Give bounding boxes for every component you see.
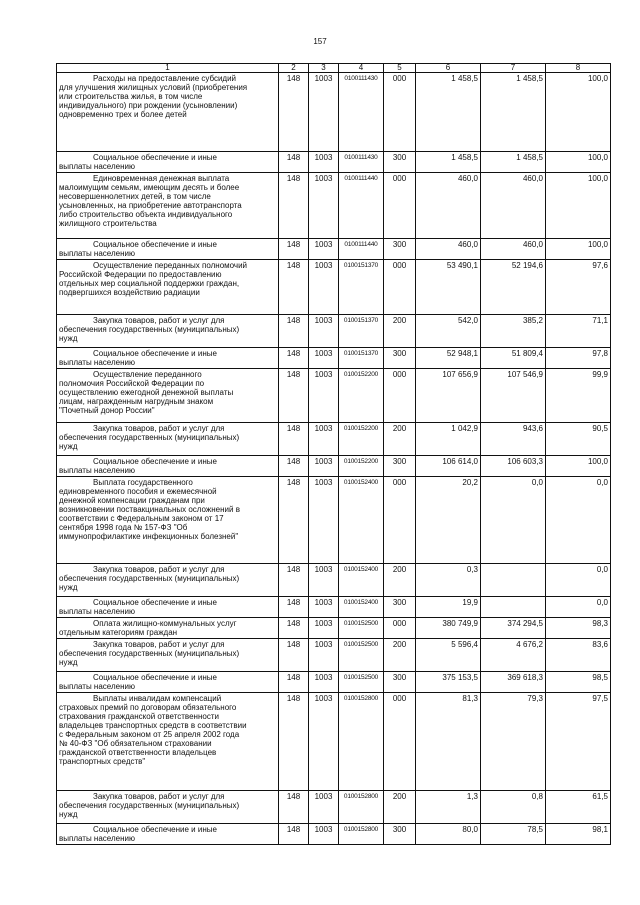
- actual-amount-cell: 460,0: [481, 239, 546, 260]
- description-line: Социальное обеспечение и иные: [93, 457, 217, 466]
- planned-amount-cell: 542,0: [416, 315, 481, 348]
- description-line: транспортных средств": [59, 757, 146, 766]
- actual-amount-cell: 943,6: [481, 423, 546, 456]
- table-row: [57, 639, 611, 672]
- description-line: малоимущим семьям, имеющим десять и более: [59, 183, 240, 192]
- description-line: выплаты населению: [59, 834, 135, 843]
- description-line: жилищного строительства: [59, 219, 157, 228]
- planned-amount-cell: 1 042,9: [416, 423, 481, 456]
- target-article-cell: 0100152500: [339, 672, 384, 693]
- column-header: 3: [309, 64, 339, 73]
- section-code-cell: 1003: [309, 239, 339, 260]
- percent-cell: 100,0: [546, 73, 611, 152]
- section-code-cell: 1003: [309, 348, 339, 369]
- expense-type-cell: 200: [384, 564, 416, 597]
- percent-cell: 100,0: [546, 152, 611, 173]
- section-code-cell: 1003: [309, 73, 339, 152]
- table-row: [57, 239, 611, 260]
- actual-amount-cell: 52 194,6: [481, 260, 546, 315]
- actual-amount-cell: [481, 597, 546, 618]
- description-line: Социальное обеспечение и иные: [93, 673, 217, 682]
- table-row: [57, 597, 611, 618]
- description-line: Оплата жилищно-коммунальных услуг: [93, 619, 237, 628]
- percent-cell: 98,3: [546, 618, 611, 639]
- description-line: Единовременная денежная выплата: [93, 174, 230, 183]
- row-description: [57, 791, 279, 824]
- actual-amount-cell: 51 809,4: [481, 348, 546, 369]
- row-description: [57, 348, 279, 369]
- expense-type-cell: 200: [384, 791, 416, 824]
- percent-cell: 100,0: [546, 456, 611, 477]
- table-row: [57, 477, 611, 564]
- target-article-cell: 0100151370: [339, 315, 384, 348]
- description-line: обеспечения государственных (муниципальных): [59, 801, 240, 810]
- description-line: отдельным категориям граждан: [59, 628, 178, 637]
- actual-amount-cell: 106 603,3: [481, 456, 546, 477]
- admin-code-cell: 148: [279, 824, 309, 845]
- admin-code-cell: 148: [279, 423, 309, 456]
- description-line: выплаты населению: [59, 607, 135, 616]
- expense-type-cell: 300: [384, 597, 416, 618]
- percent-cell: 98,1: [546, 824, 611, 845]
- planned-amount-cell: 107 656,9: [416, 369, 481, 423]
- row-description: [57, 315, 279, 348]
- description-line: или строительства жилья, в том числе: [59, 92, 203, 101]
- table-body: [57, 73, 611, 845]
- admin-code-cell: 148: [279, 618, 309, 639]
- description-line: выплаты населению: [59, 682, 135, 691]
- actual-amount-cell: 78,5: [481, 824, 546, 845]
- description-line: полномочия Российской Федерации по: [59, 379, 205, 388]
- row-description: [57, 369, 279, 423]
- description-line: № 40-ФЗ "Об обязательном страховании: [59, 739, 212, 748]
- percent-cell: 98,5: [546, 672, 611, 693]
- page-number: 157: [313, 37, 327, 46]
- target-article-cell: 0100152800: [339, 693, 384, 791]
- target-article-cell: 0100152500: [339, 639, 384, 672]
- target-article-cell: 0100152800: [339, 824, 384, 845]
- actual-amount-cell: 107 546,9: [481, 369, 546, 423]
- table-row: [57, 73, 611, 152]
- section-code-cell: 1003: [309, 672, 339, 693]
- target-article-cell: 0100151370: [339, 348, 384, 369]
- description-line: выплаты населению: [59, 358, 135, 367]
- row-description: [57, 693, 279, 791]
- target-article-cell: 0100152400: [339, 564, 384, 597]
- row-description: [57, 73, 279, 152]
- description-line: Социальное обеспечение и иные: [93, 349, 217, 358]
- expense-type-cell: 000: [384, 73, 416, 152]
- planned-amount-cell: 1 458,5: [416, 152, 481, 173]
- actual-amount-cell: 1 458,5: [481, 73, 546, 152]
- percent-cell: 99,9: [546, 369, 611, 423]
- description-line: владельцев транспортных средств в соответствии: [59, 721, 247, 730]
- planned-amount-cell: 52 948,1: [416, 348, 481, 369]
- planned-amount-cell: 81,3: [416, 693, 481, 791]
- description-line: с Федеральным законом от 25 апреля 2002 года: [59, 730, 240, 739]
- planned-amount-cell: 19,9: [416, 597, 481, 618]
- section-code-cell: 1003: [309, 693, 339, 791]
- section-code-cell: 1003: [309, 824, 339, 845]
- admin-code-cell: 148: [279, 260, 309, 315]
- admin-code-cell: 148: [279, 639, 309, 672]
- actual-amount-cell: 460,0: [481, 173, 546, 239]
- description-line: Закупка товаров, работ и услуг для: [93, 424, 225, 433]
- row-description: [57, 239, 279, 260]
- row-description: [57, 672, 279, 693]
- section-code-cell: 1003: [309, 456, 339, 477]
- planned-amount-cell: 1,3: [416, 791, 481, 824]
- row-description: [57, 423, 279, 456]
- percent-cell: 0,0: [546, 477, 611, 564]
- table-row: [57, 260, 611, 315]
- admin-code-cell: 148: [279, 456, 309, 477]
- admin-code-cell: 148: [279, 477, 309, 564]
- percent-cell: 100,0: [546, 173, 611, 239]
- actual-amount-cell: 0,0: [481, 477, 546, 564]
- description-line: нужд: [59, 658, 78, 667]
- description-line: индивидуального) при рождении (усыновлении): [59, 101, 238, 110]
- table-row: [57, 369, 611, 423]
- row-description: [57, 618, 279, 639]
- admin-code-cell: 148: [279, 791, 309, 824]
- target-article-cell: 0100111440: [339, 173, 384, 239]
- actual-amount-cell: 79,3: [481, 693, 546, 791]
- description-line: обеспечения государственных (муниципальных): [59, 649, 240, 658]
- section-code-cell: 1003: [309, 423, 339, 456]
- actual-amount-cell: 374 294,5: [481, 618, 546, 639]
- column-header: 8: [546, 64, 611, 73]
- actual-amount-cell: 369 618,3: [481, 672, 546, 693]
- description-line: обеспечения государственных (муниципальных): [59, 574, 240, 583]
- percent-cell: 97,6: [546, 260, 611, 315]
- expense-type-cell: 200: [384, 423, 416, 456]
- percent-cell: 90,5: [546, 423, 611, 456]
- section-code-cell: 1003: [309, 639, 339, 672]
- description-line: несовершеннолетних детей, в том числе: [59, 192, 211, 201]
- description-line: возникновении поствакцинальных осложнений в: [59, 505, 240, 514]
- expense-type-cell: 000: [384, 618, 416, 639]
- description-line: единовременного пособия и ежемесячной: [59, 487, 217, 496]
- description-line: либо строительство объекта индивидуального: [59, 210, 233, 219]
- admin-code-cell: 148: [279, 239, 309, 260]
- description-line: Расходы на предоставление субсидий: [93, 74, 237, 83]
- description-line: выплаты населению: [59, 249, 135, 258]
- column-header: 6: [416, 64, 481, 73]
- column-header: 7: [481, 64, 546, 73]
- row-description: [57, 477, 279, 564]
- table-row: [57, 315, 611, 348]
- description-line: Выплата государственного: [93, 478, 193, 487]
- actual-amount-cell: 4 676,2: [481, 639, 546, 672]
- section-code-cell: 1003: [309, 597, 339, 618]
- table-row: [57, 791, 611, 824]
- description-line: одновременно трех и более детей: [59, 110, 187, 119]
- expense-type-cell: 300: [384, 348, 416, 369]
- description-line: денежной компенсации гражданам при: [59, 496, 205, 505]
- description-line: Социальное обеспечение и иные: [93, 153, 217, 162]
- table-row: [57, 824, 611, 845]
- percent-cell: 97,5: [546, 693, 611, 791]
- description-line: осуществлению ежегодной денежной выплаты: [59, 388, 234, 397]
- description-line: нужд: [59, 583, 78, 592]
- target-article-cell: 0100152500: [339, 618, 384, 639]
- target-article-cell: 0100151370: [339, 260, 384, 315]
- section-code-cell: 1003: [309, 477, 339, 564]
- row-description: [57, 824, 279, 845]
- expense-type-cell: 300: [384, 824, 416, 845]
- target-article-cell: 0100111430: [339, 152, 384, 173]
- description-line: выплаты населению: [59, 162, 135, 171]
- target-article-cell: 0100152800: [339, 791, 384, 824]
- description-line: иммунопрофилактике инфекционных болезней": [59, 532, 239, 541]
- planned-amount-cell: 5 596,4: [416, 639, 481, 672]
- description-line: Закупка товаров, работ и услуг для: [93, 316, 225, 325]
- expense-type-cell: 300: [384, 672, 416, 693]
- budget-table: [56, 63, 611, 845]
- description-line: соответствии с Федеральным законом от 17: [59, 514, 224, 523]
- section-code-cell: 1003: [309, 260, 339, 315]
- description-line: Российской Федерации по предоставлению: [59, 270, 222, 279]
- column-header: 2: [279, 64, 309, 73]
- planned-amount-cell: 1 458,5: [416, 73, 481, 152]
- percent-cell: 61,5: [546, 791, 611, 824]
- description-line: Осуществление переданных полномочий: [93, 261, 248, 270]
- planned-amount-cell: 20,2: [416, 477, 481, 564]
- percent-cell: 83,6: [546, 639, 611, 672]
- table-row: [57, 618, 611, 639]
- description-line: Социальное обеспечение и иные: [93, 825, 217, 834]
- admin-code-cell: 148: [279, 693, 309, 791]
- section-code-cell: 1003: [309, 173, 339, 239]
- table-row: [57, 693, 611, 791]
- percent-cell: 71,1: [546, 315, 611, 348]
- column-header: 1: [57, 64, 279, 73]
- description-line: Социальное обеспечение и иные: [93, 240, 217, 249]
- description-line: Закупка товаров, работ и услуг для: [93, 565, 225, 574]
- row-description: [57, 152, 279, 173]
- description-line: нужд: [59, 334, 78, 343]
- description-line: "Почетный донор России": [59, 406, 155, 415]
- actual-amount-cell: 1 458,5: [481, 152, 546, 173]
- description-line: Закупка товаров, работ и услуг для: [93, 792, 225, 801]
- description-line: выплаты населению: [59, 466, 135, 475]
- description-line: усыновленных, на приобретение автотранспорта: [59, 201, 242, 210]
- expense-type-cell: 000: [384, 173, 416, 239]
- description-line: обеспечения государственных (муниципальных): [59, 433, 240, 442]
- percent-cell: 0,0: [546, 597, 611, 618]
- column-header: 5: [384, 64, 416, 73]
- row-description: [57, 260, 279, 315]
- expense-type-cell: 300: [384, 456, 416, 477]
- column-header: 4: [339, 64, 384, 73]
- admin-code-cell: 148: [279, 672, 309, 693]
- description-line: нужд: [59, 442, 78, 451]
- expense-type-cell: 200: [384, 315, 416, 348]
- actual-amount-cell: 0,8: [481, 791, 546, 824]
- section-code-cell: 1003: [309, 369, 339, 423]
- admin-code-cell: 148: [279, 315, 309, 348]
- planned-amount-cell: 375 153,5: [416, 672, 481, 693]
- description-line: страхования гражданской ответственности: [59, 712, 219, 721]
- planned-amount-cell: 106 614,0: [416, 456, 481, 477]
- row-description: [57, 456, 279, 477]
- actual-amount-cell: [481, 564, 546, 597]
- expense-type-cell: 000: [384, 693, 416, 791]
- admin-code-cell: 148: [279, 369, 309, 423]
- table-row: [57, 152, 611, 173]
- description-line: обеспечения государственных (муниципальных): [59, 325, 240, 334]
- description-line: лицам, награжденным нагрудным знаком: [59, 397, 214, 406]
- description-line: Осуществление переданного: [93, 370, 202, 379]
- description-line: Социальное обеспечение и иные: [93, 598, 217, 607]
- admin-code-cell: 148: [279, 173, 309, 239]
- row-description: [57, 597, 279, 618]
- description-line: страховых премий по договорам обязательного: [59, 703, 237, 712]
- planned-amount-cell: 460,0: [416, 239, 481, 260]
- target-article-cell: 0100111440: [339, 239, 384, 260]
- planned-amount-cell: 80,0: [416, 824, 481, 845]
- description-line: нужд: [59, 810, 78, 819]
- admin-code-cell: 148: [279, 597, 309, 618]
- percent-cell: 100,0: [546, 239, 611, 260]
- planned-amount-cell: 53 490,1: [416, 260, 481, 315]
- actual-amount-cell: 385,2: [481, 315, 546, 348]
- section-code-cell: 1003: [309, 791, 339, 824]
- section-code-cell: 1003: [309, 152, 339, 173]
- description-line: гражданской ответственности владельцев: [59, 748, 217, 757]
- expense-type-cell: 300: [384, 239, 416, 260]
- admin-code-cell: 148: [279, 73, 309, 152]
- planned-amount-cell: 380 749,9: [416, 618, 481, 639]
- target-article-cell: 0100111430: [339, 73, 384, 152]
- description-line: сентября 1998 года № 157-ФЗ "Об: [59, 523, 188, 532]
- row-description: [57, 173, 279, 239]
- header-row: [57, 64, 611, 73]
- expense-type-cell: 300: [384, 152, 416, 173]
- description-line: подвергшихся воздействию радиации: [59, 288, 200, 297]
- table-row: [57, 173, 611, 239]
- section-code-cell: 1003: [309, 315, 339, 348]
- percent-cell: 0,0: [546, 564, 611, 597]
- percent-cell: 97,8: [546, 348, 611, 369]
- section-code-cell: 1003: [309, 618, 339, 639]
- row-description: [57, 564, 279, 597]
- table-row: [57, 564, 611, 597]
- target-article-cell: 0100152200: [339, 456, 384, 477]
- row-description: [57, 639, 279, 672]
- target-article-cell: 0100152400: [339, 597, 384, 618]
- description-line: отдельных мер социальной поддержки граждан,: [59, 279, 240, 288]
- expense-type-cell: 000: [384, 477, 416, 564]
- table-row: [57, 672, 611, 693]
- target-article-cell: 0100152400: [339, 477, 384, 564]
- table-row: [57, 456, 611, 477]
- description-line: Выплаты инвалидам компенсаций: [93, 694, 222, 703]
- expense-type-cell: 000: [384, 260, 416, 315]
- description-line: Закупка товаров, работ и услуг для: [93, 640, 225, 649]
- planned-amount-cell: 460,0: [416, 173, 481, 239]
- expense-type-cell: 000: [384, 369, 416, 423]
- table-row: [57, 423, 611, 456]
- section-code-cell: 1003: [309, 564, 339, 597]
- admin-code-cell: 148: [279, 152, 309, 173]
- expense-type-cell: 200: [384, 639, 416, 672]
- admin-code-cell: 148: [279, 564, 309, 597]
- table-row: [57, 348, 611, 369]
- target-article-cell: 0100152200: [339, 423, 384, 456]
- planned-amount-cell: 0,3: [416, 564, 481, 597]
- target-article-cell: 0100152200: [339, 369, 384, 423]
- description-line: для улучшения жилищных условий (приобретения: [59, 83, 248, 92]
- admin-code-cell: 148: [279, 348, 309, 369]
